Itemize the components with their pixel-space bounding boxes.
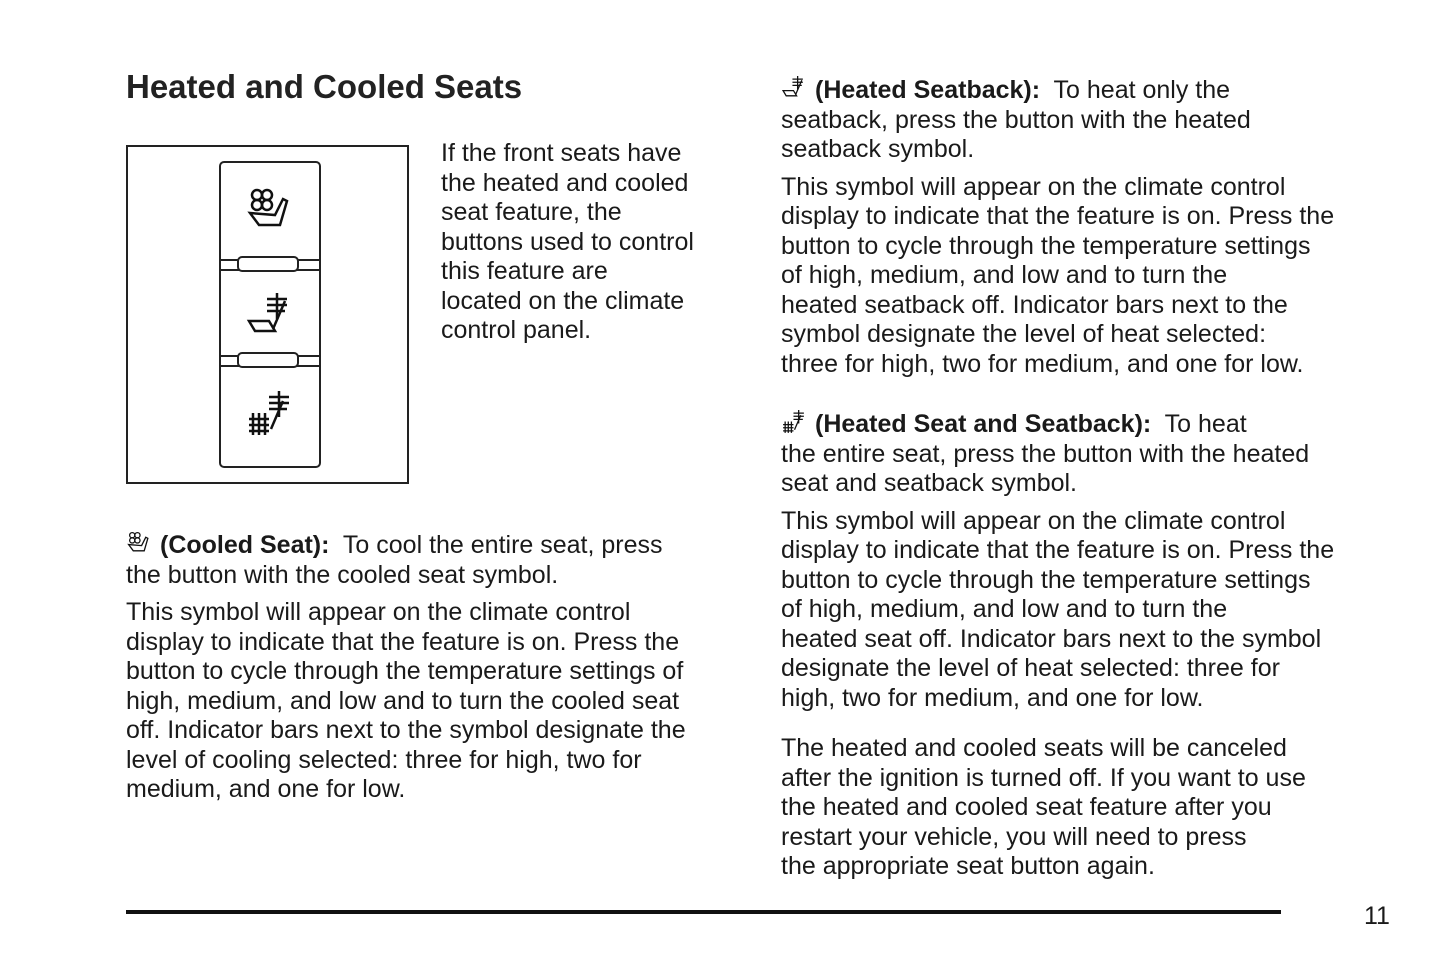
text-line: seat and seatback symbol.: [781, 469, 1077, 497]
lead-label: (Cooled Seat):: [160, 531, 330, 559]
lead-text: To cool the entire seat, press: [342, 531, 663, 559]
heated-seatback-icon: [245, 291, 295, 341]
text-line: heated seatback off. Indicator bars next to the: [781, 290, 1288, 319]
closing-paragraph: [781, 734, 1306, 882]
text-line: buttons used to control: [441, 227, 694, 256]
text-line: the heated and cooled: [441, 168, 689, 197]
text-line: button to cycle through the temperature settings: [781, 231, 1311, 260]
text-line: If the front seats have: [441, 139, 682, 167]
text-line: seat feature, the: [441, 198, 622, 226]
text-line: the heated and cooled seat feature after you: [781, 793, 1272, 821]
heated-seat-and-seatback-icon: [245, 389, 295, 439]
heated-seat-and-seatback-description: [781, 409, 1334, 713]
text-line: The heated and cooled seats will be canceled: [781, 734, 1287, 762]
text-line: designate the level of heat selected: three for: [781, 654, 1280, 682]
text-line: This symbol will appear on the climate control: [781, 506, 1286, 535]
text-line: of high, medium, and low and to turn the: [781, 261, 1228, 289]
text-line: high, two for medium, and one for low.: [781, 683, 1204, 712]
text-line: located on the climate: [441, 286, 685, 315]
cooled-seat-icon: [245, 185, 295, 235]
text-line: symbol designate the level of heat selected:: [781, 320, 1267, 348]
text-line: seatback, press the button with the heated: [781, 105, 1251, 134]
text-line: button to cycle through the temperature settings: [781, 565, 1311, 594]
text-line: restart your vehicle, you will need to press: [781, 822, 1247, 851]
text-line: display to indicate that the feature is on. Press the: [781, 202, 1335, 230]
lead-text: To heat: [1164, 410, 1247, 438]
text-line: the appropriate seat button again.: [781, 852, 1155, 880]
text-line: level of cooling selected: three for high, two for: [126, 745, 642, 774]
text-line: seatback symbol.: [781, 135, 975, 163]
lead-text: To heat only the: [1053, 76, 1231, 104]
text-line: three for high, two for medium, and one for low.: [781, 349, 1304, 378]
paragraph: [126, 598, 686, 805]
text-line: This symbol will appear on the climate control: [126, 598, 631, 626]
text-line: button to cycle through the temperature settings of: [126, 657, 684, 685]
text-line: high, medium, and low and to turn the cooled seat: [126, 686, 680, 715]
heated-seatback-icon: [781, 75, 807, 101]
text-line: this feature are: [441, 257, 608, 285]
text-line: the entire seat, press the button with the heated: [781, 439, 1310, 468]
intro-paragraph: [441, 139, 694, 346]
section-title: Heated and Cooled Seats: [126, 68, 523, 105]
text-line: off. Indicator bars next to the symbol designate the: [126, 716, 686, 744]
paragraph: [781, 507, 1334, 714]
cooled-seat-description: [126, 530, 686, 805]
text-line: display to indicate that the feature is on. Press the: [126, 627, 680, 656]
lead-label: (Heated Seat and Seatback):: [815, 410, 1152, 438]
text-line: of high, medium, and low and to turn the: [781, 595, 1228, 623]
footer-rule: [126, 910, 1281, 914]
indicator-divider: [219, 259, 321, 271]
text-line: the button with the cooled seat symbol.: [126, 560, 559, 589]
page-number: 11: [1364, 902, 1390, 930]
lead-label: (Heated Seatback):: [815, 76, 1041, 104]
paragraph: [781, 173, 1334, 380]
cooled-seat-icon: [126, 530, 152, 556]
climate-seat-buttons-illustration: [126, 145, 409, 484]
text-line: heated seat off. Indicator bars next to the symbol: [781, 624, 1322, 653]
text-line: control panel.: [441, 316, 592, 344]
indicator-divider: [219, 355, 321, 367]
lead-line: [781, 75, 1334, 106]
text-line: This symbol will appear on the climate control: [781, 172, 1286, 201]
lead-line: [126, 530, 686, 561]
lead-line: [781, 409, 1334, 440]
heated-seat-and-seatback-icon: [781, 409, 807, 435]
seat-button-panel: [219, 161, 321, 468]
text-line: after the ignition is turned off. If you want to use: [781, 763, 1306, 792]
text-line: medium, and one for low.: [126, 775, 406, 803]
text-line: display to indicate that the feature is on. Press the: [781, 536, 1335, 564]
heated-seatback-description: [781, 75, 1334, 379]
